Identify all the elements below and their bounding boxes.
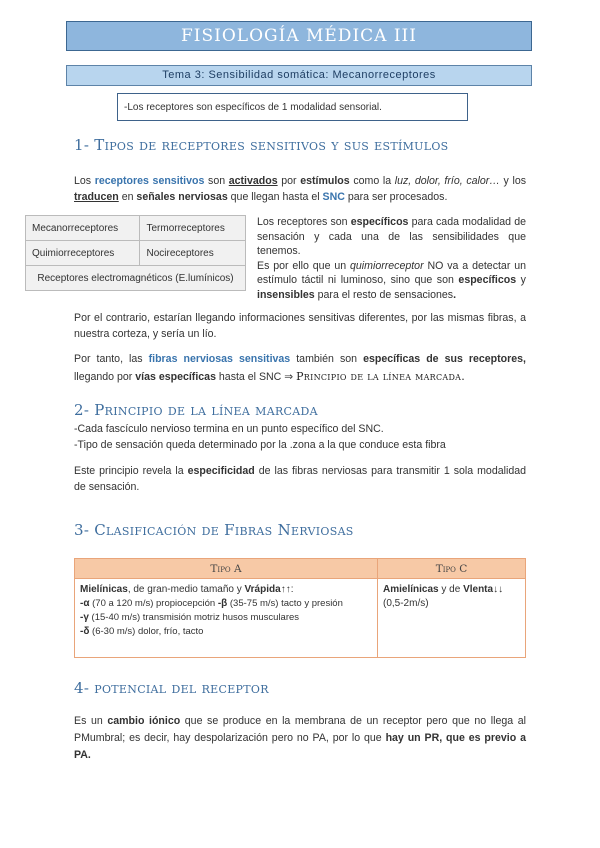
table-cell: Receptores electromagnéticos (E.lumínicos)	[26, 266, 246, 291]
table-row	[26, 241, 246, 266]
topic-subtitle: Tema 3: Sensibilidad somática: Mecanorreceptores	[66, 65, 532, 86]
section-2-line-2: -Tipo de sensación queda determinado por la .zona a la que conduce esta fibra	[74, 439, 446, 451]
conclusion-paragraph: Por tanto, las fibras nerviosas sensitivas también son específicas de sus receptores, llegando por vías específicas hasta el SNC ⇒ Principio de la línea marcada.	[74, 353, 526, 383]
table-row	[26, 266, 246, 291]
table-cell: Mecanorreceptores	[26, 216, 140, 241]
section-2-paragraph: Este principio revela la especificidad de las fibras nerviosas para transmitir 1 sola modalidad de sensación.	[74, 465, 526, 493]
receptor-specificity-paragraph: Los receptores son específicos para cada modalidad de sensación y cada una de las sensibilidades que tenemos. Es por ello que un quimiorreceptor NO va a detectar un estímulo táctil ni luminoso, sino que son específicos y insensibles para el resto de sensaciones.	[257, 216, 527, 301]
section-1-heading: 1- Tipos de receptores sensitivos y sus estímulos	[74, 136, 449, 154]
receptor-types-table	[25, 215, 246, 291]
section-4-paragraph: Es un cambio iónico que se produce en la membrana de un receptor pero que no llega al PMumbral; es decir, hay despolarización pero no PA, por lo que hay un PR, que es previo a PA.	[74, 715, 526, 761]
section-1-intro: Los receptores sensitivos son activados por estímulos como la luz, dolor, frío, calor… y los traducen en señales nerviosas que llegan hasta el SNC para ser procesados.	[74, 175, 527, 203]
section-2-heading: 2- Principio de la línea marcada	[74, 401, 318, 419]
column-header-type-c: Tipo C	[378, 559, 526, 579]
key-note-box: -Los receptores son específicos de 1 modalidad sensorial.	[117, 93, 468, 121]
section-2-line-1: -Cada fascículo nervioso termina en un punto específico del SNC.	[74, 423, 384, 435]
page-title: FISIOLOGÍA MÉDICA III	[66, 21, 532, 51]
table-cell: Nocireceptores	[140, 241, 246, 266]
table-cell: Termorreceptores	[140, 216, 246, 241]
table-cell: Quimiorreceptores	[26, 241, 140, 266]
column-header-type-a: Tipo A	[75, 559, 378, 579]
table-row	[75, 579, 526, 658]
section-4-heading: 4- potencial del receptor	[74, 679, 269, 697]
contrary-paragraph: Por el contrario, estarían llegando informaciones sensitivas diferentes, por las mismas fibras, a nuestra corteza, y sería un lío.	[74, 312, 526, 340]
table-row	[26, 216, 246, 241]
section-3-heading: 3- Clasificación de Fibras Nerviosas	[74, 521, 354, 539]
type-a-cell: Mielínicas, de gran-medio tamaño y Vrápida↑↑: -α (70 a 120 m/s) propiocepción -β (35-75 m/s) tacto y presión -γ (15-40 m/s) transmisión motriz husos musculares -δ (6-30 m/s) dolor, frío, tacto	[75, 579, 378, 658]
type-c-cell: Amielínicas y de Vlenta↓↓ (0,5-2m/s)	[378, 579, 526, 658]
table-header-row	[75, 559, 526, 579]
fiber-classification-table	[74, 558, 526, 658]
